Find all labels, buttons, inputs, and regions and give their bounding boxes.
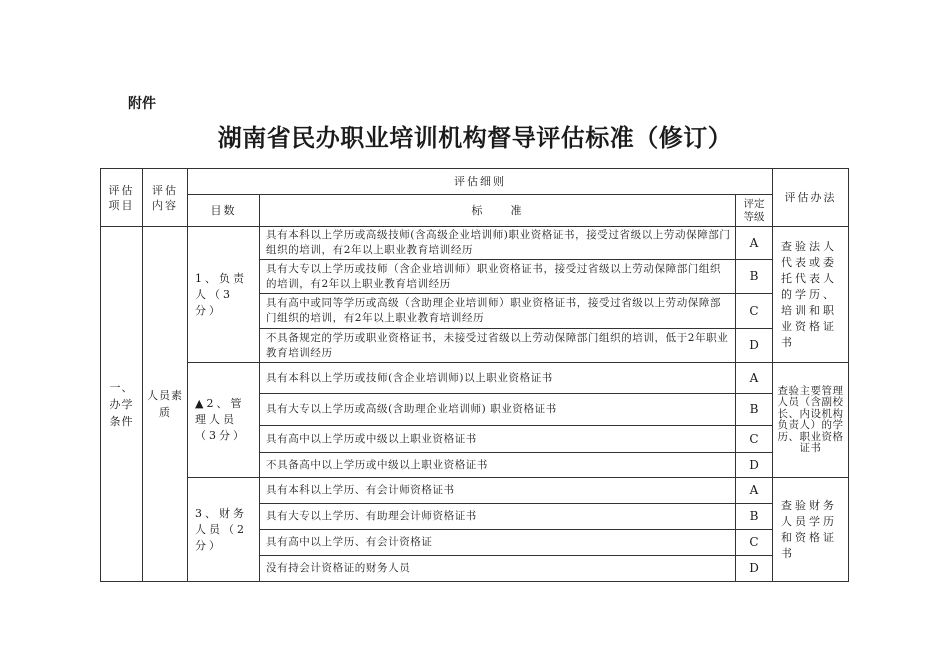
standard-cell: 具有本科以上学历或高级技师(含高级企业培训师)职业资格证书，接受过省级以上劳动保障部门组织的培训，有2年以上职业教育培训经历: [260, 227, 736, 260]
method-finance-staff: 查验财务人员学历和资格证书: [773, 478, 849, 582]
header-project: 评估项目: [101, 169, 143, 227]
header-grade: 评定等级: [736, 195, 773, 227]
standard-cell: 具有高中以上学历、有会计资格证: [260, 530, 736, 556]
method-management-staff: 查验主要管理人员（含副校长、内设机构负责人）的学历、职业资格证书: [773, 363, 849, 478]
standard-cell: 具有大专以上学历或技师（含企业培训师）职业资格证书，接受过省级以上劳动保障部门组织的培训，有2年以上职业教育培训经历: [260, 260, 736, 294]
header-content: 评估内容: [143, 169, 188, 227]
grade-cell: B: [736, 394, 773, 426]
standard-cell: 具有高中以上学历或中级以上职业资格证书: [260, 426, 736, 453]
grade-cell: B: [736, 504, 773, 530]
grade-cell: D: [736, 453, 773, 478]
standard-cell: 具有大专以上学历或高级(含助理企业培训师) 职业资格证书: [260, 394, 736, 426]
header-method: 评估办法: [773, 169, 849, 227]
standard-cell: 具有本科以上学历、有会计师资格证书: [260, 478, 736, 504]
content-name: 人员素质: [143, 227, 188, 582]
item-management-staff: ▲2、管理人员（3分）: [188, 363, 260, 478]
grade-cell: D: [736, 329, 773, 363]
grade-cell: D: [736, 556, 773, 582]
grade-cell: A: [736, 227, 773, 260]
standard-cell: 不具备高中以上学历或中级以上职业资格证书: [260, 453, 736, 478]
standard-cell: 具有高中或同等学历或高级（含助理企业培训师）职业资格证书，接受过省级以上劳动保障部门组织的培训，有2年以上职业教育培训经历: [260, 294, 736, 329]
header-standard: 标 准: [260, 195, 736, 227]
method-responsible-person: 查验法人代表或委托代表人的学历、培训和职业资格证书: [773, 227, 849, 363]
evaluation-standards-table: [100, 168, 849, 582]
attachment-label: 附件: [128, 96, 156, 112]
project-name: 一、办学条件: [101, 227, 143, 582]
grade-cell: C: [736, 530, 773, 556]
header-details: 评估细则: [188, 169, 773, 195]
header-item: 目数: [188, 195, 260, 227]
grade-cell: A: [736, 478, 773, 504]
item-responsible-person: 1、负责人（3分）: [188, 227, 260, 363]
item-finance-staff: 3、财务人员（2分）: [188, 478, 260, 582]
standard-cell: 具有本科以上学历或技师(含企业培训师)以上职业资格证书: [260, 363, 736, 394]
grade-cell: A: [736, 363, 773, 394]
standard-cell: 没有持会计资格证的财务人员: [260, 556, 736, 582]
grade-cell: B: [736, 260, 773, 294]
document-title: 湖南省民办职业培训机构督导评估标准（修订）: [217, 124, 733, 152]
grade-cell: C: [736, 426, 773, 453]
standard-cell: 不具备规定的学历或职业资格证书，未接受过省级以上劳动保障部门组织的培训，低于2年职业教育培训经历: [260, 329, 736, 363]
standard-cell: 具有大专以上学历、有助理会计师资格证书: [260, 504, 736, 530]
grade-cell: C: [736, 294, 773, 329]
